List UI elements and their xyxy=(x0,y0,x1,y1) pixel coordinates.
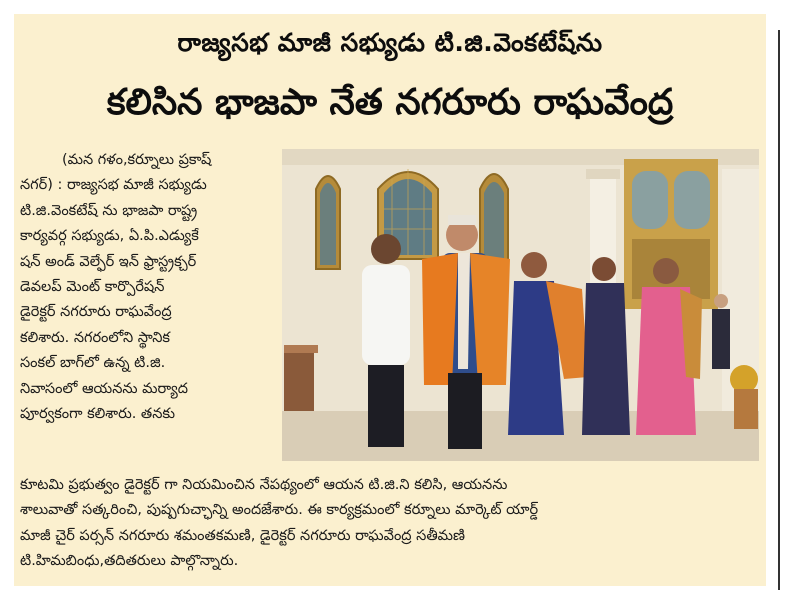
news-photo xyxy=(282,149,759,461)
person-1 xyxy=(362,234,410,447)
article-line: కార్యవర్గ సభ్యుడు, ఏ.పి.ఎడ్యుకే xyxy=(20,228,199,245)
headline-line-2: కలిసిన భాజపా నేత నగరూరు రాఘవేంద్ర xyxy=(106,82,674,123)
article-line: సంకల్ బాగ్‌లో ఉన్న టి.జి. xyxy=(20,355,166,372)
article-line: శాలువాతో సత్కరించి, పుష్పగుచ్ఛాన్ని అందజేశారు. ఈ కార్యక్రమంలో కర్నూలు మార్కెట్ యార్డ్ xyxy=(20,502,539,519)
article-line: (మన గళం,కర్నూలు ప్రకాష్ xyxy=(62,152,212,168)
headline-line-1: రాజ్యసభ మాజీ సభ్యుడు టి.జి.వెంకటేష్‌ను xyxy=(177,28,603,57)
article-line: షన్ అండ్ వెల్ఫేర్ ఇన్ ఫ్రాస్ట్రక్చర్ xyxy=(20,253,197,270)
article-full-width-text xyxy=(20,473,758,575)
photo-illustration xyxy=(282,149,759,461)
news-clipping xyxy=(14,14,766,586)
person-4 xyxy=(582,257,630,435)
article-line: నగర్) : రాజ్యసభ మాజీ సభ్యుడు xyxy=(20,177,207,194)
article-line: కూటమి ప్రభుత్వం డైరెక్టర్ గా నియమించిన నేపథ్యంలో ఆయన టి.జి.ని కలిసి, ఆయనను xyxy=(20,477,508,493)
article-line: డెవలప్ మెంట్ కార్పొరేషన్ xyxy=(20,279,165,296)
article-line: కలిశారు. నగరంలోని స్థానిక xyxy=(20,329,170,346)
article-column-text xyxy=(20,148,278,427)
article-line: మాజీ చైర్ పర్సన్ నగరూరు శమంతకమణి, డైరెక్టర్ నగరూరు రాఘవేంద్ర సతీమణి xyxy=(20,527,465,544)
article-line: పూర్వకంగా కలిశారు. తనకు xyxy=(20,406,175,423)
column-divider xyxy=(778,30,780,590)
article-line: టి.హిమబింధు,తదితరులు పాల్గొన్నారు. xyxy=(20,553,239,570)
article-line: టి.జి.వెంకటేష్ ను భాజపా రాష్ట్ర xyxy=(20,202,198,219)
article-line: డైరెక్టర్ నగరూరు రాఘవేంద్ర xyxy=(20,304,172,321)
article-line: నివాసంలో ఆయనను మర్యాద xyxy=(20,380,188,397)
